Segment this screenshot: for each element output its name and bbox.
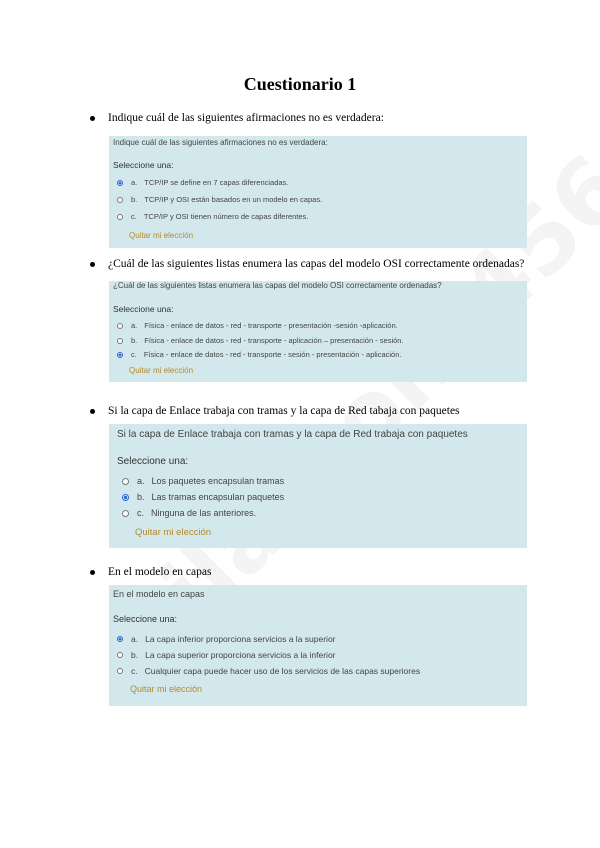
option-text: Los paquetes encapsulan tramas — [151, 476, 285, 486]
clear-choice-link[interactable]: Quitar mi elección — [135, 527, 212, 538]
page-title: Cuestionario 1 — [243, 74, 357, 94]
option-letter: c. — [131, 350, 137, 359]
radio-icon[interactable] — [117, 323, 123, 329]
option-letter: c. — [131, 212, 137, 221]
option-text: La capa inferior proporciona servicios a la superior — [145, 634, 336, 644]
option-a[interactable] — [117, 321, 398, 330]
option-c[interactable] — [117, 666, 420, 676]
select-prompt: Seleccione una: — [113, 304, 174, 314]
option-b[interactable] — [117, 336, 404, 345]
option-text: Ninguna de las anteriores. — [151, 508, 257, 518]
option-b[interactable] — [117, 650, 336, 660]
option-letter: c. — [137, 508, 145, 518]
option-letter: a. — [137, 476, 145, 486]
radio-selected-icon[interactable] — [117, 180, 123, 186]
option-c[interactable] — [117, 350, 401, 359]
radio-icon[interactable] — [117, 197, 123, 203]
option-text: La capa superior proporciona servicios a la inferior — [145, 650, 336, 660]
question-heading-text: En el modelo en capas — [108, 566, 212, 578]
question-heading-2 — [90, 258, 524, 270]
select-prompt: Seleccione una: — [113, 160, 174, 170]
radio-icon[interactable] — [122, 510, 129, 517]
radio-icon[interactable] — [117, 668, 123, 674]
question-heading-3 — [90, 405, 460, 417]
radio-icon[interactable] — [117, 214, 123, 220]
option-letter: b. — [131, 195, 138, 204]
bullet-icon — [90, 262, 95, 267]
option-a[interactable] — [122, 476, 284, 486]
option-letter: b. — [137, 492, 145, 502]
question-card-2 — [109, 281, 527, 382]
clear-choice-link[interactable]: Quitar mi elección — [130, 684, 203, 694]
option-b[interactable] — [117, 195, 322, 204]
question-text: Si la capa de Enlace trabaja con tramas y la capa de Red trabaja con paquetes — [117, 429, 468, 440]
question-text: En el modelo en capas — [113, 589, 205, 599]
bullet-icon — [90, 116, 95, 121]
option-text: Cualquier capa puede hacer uso de los servicios de las capas superiores — [144, 666, 421, 676]
option-text: TCP/IP se define en 7 capas diferenciadas. — [144, 178, 289, 187]
question-card-4 — [109, 585, 527, 706]
option-letter: b. — [131, 336, 138, 345]
radio-icon[interactable] — [122, 478, 129, 485]
question-card-3 — [109, 424, 527, 548]
option-b[interactable] — [122, 492, 284, 502]
bullet-icon — [90, 570, 95, 575]
option-letter: a. — [131, 634, 139, 644]
option-text: Las tramas encapsulan paquetes — [151, 492, 285, 502]
clear-choice-link[interactable]: Quitar mi elección — [129, 366, 194, 375]
question-text: Indique cuál de las siguientes afirmaciones no es verdadera: — [113, 138, 328, 147]
radio-selected-icon[interactable] — [117, 352, 123, 358]
radio-selected-icon[interactable] — [117, 636, 123, 642]
option-a[interactable] — [117, 178, 288, 187]
question-heading-1 — [90, 112, 384, 124]
option-c[interactable] — [122, 508, 256, 518]
question-card-1 — [109, 136, 527, 248]
question-heading-4 — [90, 566, 211, 578]
question-heading-text: Si la capa de Enlace trabaja con tramas y la capa de Red tabaja con paquetes — [108, 405, 460, 417]
option-letter: b. — [131, 650, 139, 660]
radio-icon[interactable] — [117, 338, 123, 344]
option-text: Física - enlace de datos - red - transporte - aplicación – presentación - sesión. — [144, 336, 404, 345]
select-prompt: Seleccione una: — [113, 614, 178, 624]
option-text: Física - enlace de datos - red - transporte - sesión - presentación - aplicación. — [143, 350, 402, 359]
clear-choice-link[interactable]: Quitar mi elección — [129, 231, 194, 240]
bullet-icon — [90, 409, 95, 414]
option-text: TCP/IP y OSI tienen número de capas diferentes. — [143, 212, 309, 221]
option-text: Física - enlace de datos - red - transporte - presentación -sesión -aplicación. — [144, 321, 398, 330]
option-letter: c. — [131, 666, 138, 676]
question-heading-text: Indique cuál de las siguientes afirmaciones no es verdadera: — [108, 112, 384, 124]
select-prompt: Seleccione una: — [117, 456, 189, 467]
question-heading-text: ¿Cuál de las siguientes listas enumera las capas del modelo OSI correctamente ordenadas? — [108, 258, 525, 270]
option-text: TCP/IP y OSI están basados en un modelo en capas. — [144, 195, 323, 204]
radio-selected-icon[interactable] — [122, 494, 129, 501]
radio-icon[interactable] — [117, 652, 123, 658]
option-letter: a. — [131, 321, 138, 330]
option-c[interactable] — [117, 212, 308, 221]
question-text: ¿Cuál de las siguientes listas enumera las capas del modelo OSI correctamente ordenadas? — [113, 281, 442, 290]
option-a[interactable] — [117, 634, 336, 644]
option-letter: a. — [131, 178, 138, 187]
